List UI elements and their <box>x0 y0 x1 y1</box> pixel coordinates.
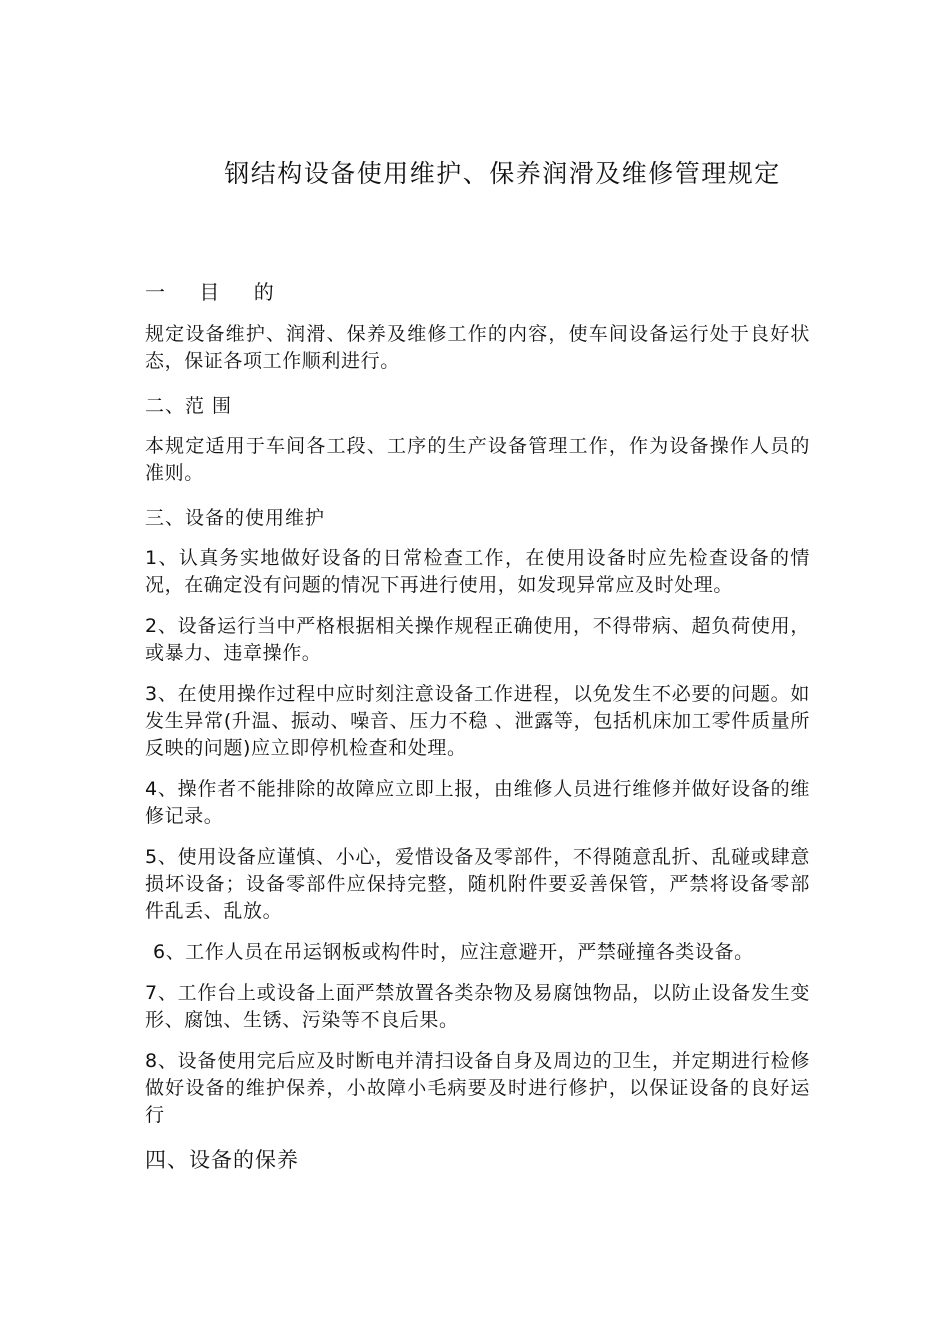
document-body <box>145 275 810 1177</box>
usage-item-8: 8、设备使用完后应及时断电并清扫设备自身及周边的卫生，并定期进行检修做好设备的维护保养，小故障小毛病要及时进行修护，以保证设备的良好运行 <box>145 1050 810 1126</box>
usage-item-2: 2、设备运行当中严格根据相关操作规程正确使用，不得带病、超负荷使用，或暴力、违章操作。 <box>145 615 810 664</box>
document-title: 钢结构设备使用维护、保养润滑及维修管理规定 <box>224 159 781 188</box>
section-heading-purpose: 一 目 的 <box>145 280 288 304</box>
usage-item-1: 1、认真务实地做好设备的日常检查工作，在使用设备时应先检查设备的情况，在确定没有问题的情况下再进行使用，如发现异常应及时处理。 <box>145 547 810 596</box>
section-heading-scope: 二、范 围 <box>145 395 233 417</box>
section-heading-usage-maintenance: 三、设备的使用维护 <box>145 507 326 529</box>
usage-item-7: 7、工作台上或设备上面严禁放置各类杂物及易腐蚀物品，以防止设备发生变形、腐蚀、生锈、污染等不良后果。 <box>145 982 810 1031</box>
usage-item-4: 4、操作者不能排除的故障应立即上报，由维修人员进行维修并做好设备的维修记录。 <box>145 778 810 827</box>
section-heading-equipment-care: 四、设备的保养 <box>145 1148 299 1172</box>
usage-item-5: 5、使用设备应谨慎、小心，爱惜设备及零部件，不得随意乱折、乱碰或肆意损坏设备；设备零部件应保持完整，随机附件要妥善保管，严禁将设备零部件乱丢、乱放。 <box>145 846 810 922</box>
section-body-scope: 本规定适用于车间各工段、工序的生产设备管理工作，作为设备操作人员的准则。 <box>145 435 810 484</box>
usage-item-3: 3、在使用操作过程中应时刻注意设备工作进程，以免发生不必要的问题。如发生异常(升温、振动、噪音、压力不稳 、泄露等，包括机床加工零件质量所反映的问题)应立即停机检查和处理。 <box>145 683 810 759</box>
section-body-purpose: 规定设备维护、润滑、保养及维修工作的内容，使车间设备运行处于良好状态，保证各项工作顺利进行。 <box>145 323 810 372</box>
usage-item-6: 6、工作人员在吊运钢板或构件时，应注意避开，严禁碰撞各类设备。 <box>153 941 754 963</box>
